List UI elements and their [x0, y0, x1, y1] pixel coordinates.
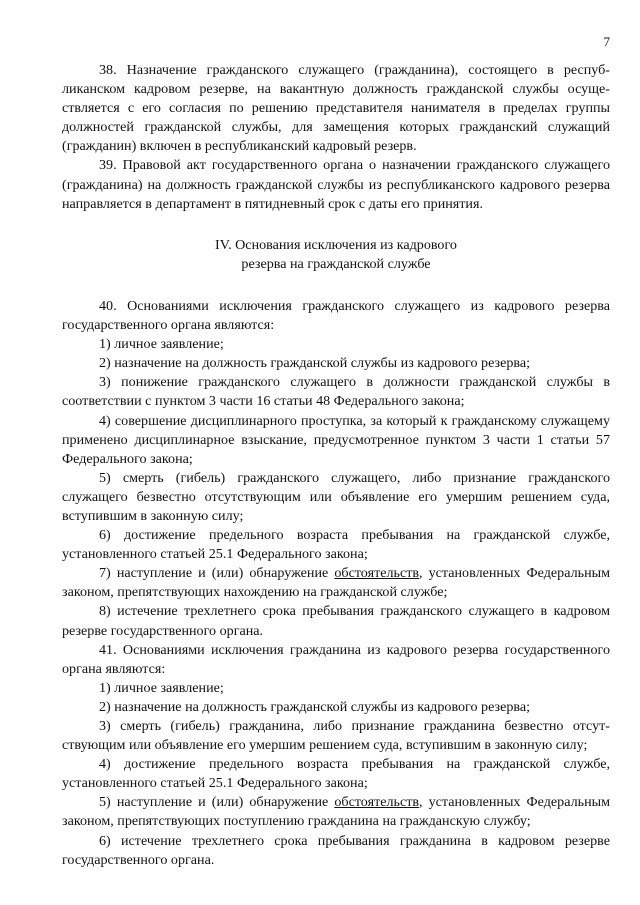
circumstances-link[interactable]: обстоятельств — [334, 565, 420, 582]
paragraph-39: 39. Правовой акт государственного органа о назначении гражданского служащего (гражданина) на должность гражданской службы из республиканского кадрового резерва направляется в департамент в пятидневный срок с даты его принятия. — [62, 157, 610, 212]
item-text: 5) наступление и (или) обнаружение — [99, 794, 335, 811]
paragraph-40-item-4: 4) совершение дисциплинарного проступка, за который к гражданскому служащему применено дисциплинарное взыскание, предусмотренное пунктом 3 части 1 статьи 57 Федерального закона; — [62, 412, 610, 467]
circumstances-link[interactable]: обстоятельств — [334, 794, 420, 811]
section-heading-line-1: IV. Основания исключения из кадрового — [215, 236, 457, 253]
paragraph-40-item-2: 2) назначение на должность гражданской службы из кадрового резерва; — [99, 355, 531, 372]
paragraph-41-item-3: 3) смерть (гибель) гражданина, либо признание гражданина безвестно отсутствующим или объявление его умершим решением суда, вступившим в законную силу; — [62, 718, 610, 754]
paragraph-41: 41. Основаниями исключения гражданина из кадрового резерва государственного органа являются: — [62, 641, 610, 677]
item-text: 7) наступление и (или) обнаружение — [99, 565, 335, 582]
page-number: 7 — [603, 34, 610, 49]
document-body — [62, 61, 610, 870]
paragraph-40-item-8: 8) истечение трехлетнего срока пребывания гражданского служащего в кадровом резерве государственного органа. — [62, 603, 610, 639]
paragraph-40-item-1: 1) личное заявление; — [99, 336, 224, 353]
item-text: , установленных Федеральным законом, препятствующих поступлению гражданина на гражданскую службу; — [62, 794, 610, 830]
paragraph-40-item-7 — [62, 564, 610, 602]
item-text: , установленных Федеральным законом, препятствующих нахождению на гражданской службе; — [62, 565, 610, 601]
paragraph-40-item-3: 3) понижение гражданского служащего в должности гражданской службы в соответствии с пунктом 3 части 16 статьи 48 Федерального закона; — [62, 374, 610, 410]
section-heading-line-2: резерва на гражданской службе — [241, 255, 431, 272]
paragraph-40: 40. Основаниями исключения гражданского служащего из кадрового резерва государственного органа являются: — [62, 297, 610, 334]
paragraph-41-item-6: 6) истечение трехлетнего срока пребывания гражданина в кадровом резерве государственного органа. — [62, 832, 610, 868]
paragraph-40-item-5: 5) смерть (гибель) гражданского служащего, либо признание гражданского служащего безвестно отсутствующим или объявление его умершим решением суда, вступившим в законную силу; — [62, 469, 610, 524]
paragraph-38: 38. Назначение гражданского служащего (гражданина), состоящего в республиканском кадровом резерве, на вакантную должность гражданской службы осуществляется с его согласия по решению представителя нанимателя в пределах группы должностей гражданской службы, для замещения которых гражданский служащий (гражданин) включен в республиканский кадровый резерв. — [62, 62, 610, 155]
paragraph-41-item-5 — [62, 793, 610, 831]
paragraph-41-item-2: 2) назначение на должность гражданской службы из кадрового резерва; — [99, 698, 531, 715]
section-heading — [62, 236, 610, 274]
paragraph-41-item-4: 4) достижение предельного возраста пребывания на гражданской службе, установленного статьей 25.1 Федерального закона; — [62, 756, 610, 792]
paragraph-41-item-1: 1) личное заявление; — [99, 679, 224, 696]
paragraph-40-item-6: 6) достижение предельного возраста пребывания на гражданской службе, установленного статьей 25.1 Федерального закона; — [62, 527, 610, 563]
